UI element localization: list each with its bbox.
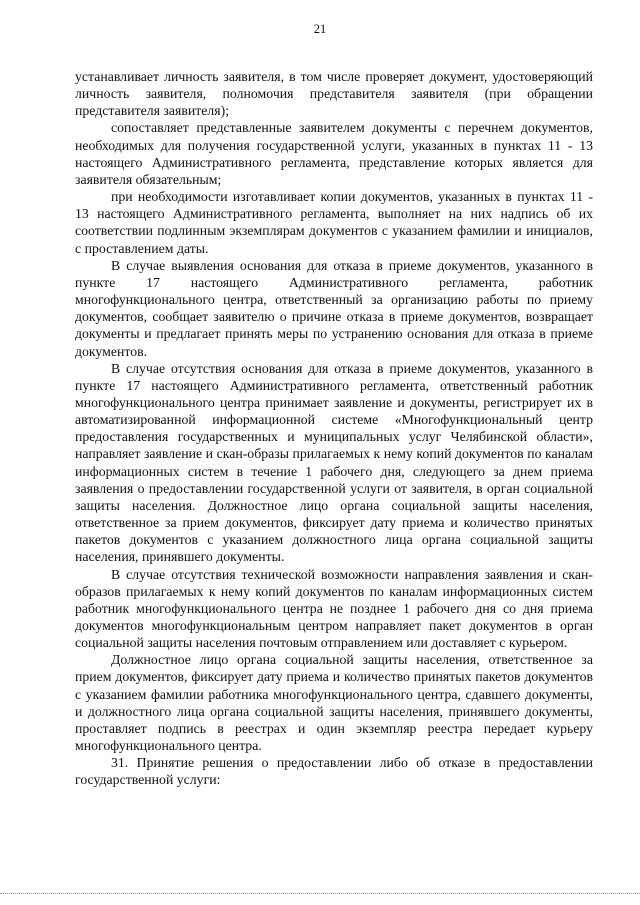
paragraph-make-copies: при необходимости изготавливает копии документов, указанных в пунктах 11 - 13 настоящего Административного регламента, выполняет на них надпись об их соответствии подлинным экземплярам документов с указанием фамилии и инициалов, с проставлением даты. [75,189,593,256]
paragraph-no-technical-possibility: В случае отсутствия технической возможности направления заявления и скан-образов прилагаемых к нему копий документов по каналам информационных систем работник многофункционального центра не позднее 1 рабочего дня со дня приема документов многофункциональным центром направляет пакет документов в орган социальной защиты населения почтовым отправлением или доставляет с курьером. [75,566,593,651]
page-number: 21 [313,22,327,36]
paragraph-compare-documents: сопоставляет представленные заявителем документы с перечнем документов, необходимых для получения государственной услуги, указанных в пунктах 11 - 13 настоящего Административного регламента, представление которых является для заявителя обязательным; [75,120,593,187]
paragraph-refusal-grounds: В случае выявления основания для отказа в приеме документов, указанного в пункте 17 настоящего Административного регламента, работник многофункционального центра, ответственный за организацию работы по приему документов, сообщает заявителю о причине отказа в приеме документов, возвращает документы и предлагает принять меры по устранению основания для отказа в приеме документов. [75,257,593,359]
paragraph-official-records: Должностное лицо органа социальной защиты населения, ответственное за прием документов, фиксирует дату приема и количество принятых пакетов документов с указанием фамилии работника многофункционального центра, сдавшего документы, и должностного лица органа социальной защиты населения, принявшего документы, проставляет подпись в реестрах и один экземпляр реестра передает курьеру многофункционального центра. [75,652,593,754]
paragraph-no-refusal-grounds: В случае отсутствия основания для отказа в приеме документов, указанного в пункте 17 настоящего Административного регламента, ответственный работник многофункционального центра принимает заявление и документы, регистрирует их в автоматизированной информационной системе «Многофункциональный центр предоставления государственных и муниципальных услуг Челябинской области», направляет заявление и скан-образы прилагаемых к нему копий документов по каналам информационных систем в течение 1 рабочего дня, следующего за днем приема заявления о предоставлении государственной услуги от заявителя, в орган социальной защиты населения. Должностное лицо органа социальной защиты населения, ответственное за прием документов, фиксирует дату приема и количество принятых пакетов документов с указанием должностного лица органа социальной защиты населения, принявшего документы. [75,360,593,565]
paragraph-decision-heading: 31. Принятие решения о предоставлении либо об отказе в предоставлении государственной услуги: [75,755,593,788]
document-body [75,68,593,789]
paragraph-identity-check: устанавливает личность заявителя, в том числе проверяет документ, удостоверяющий личность заявителя, полномочия представителя заявителя (при обращении представителя заявителя); [75,69,593,119]
scan-bottom-edge [0,893,640,894]
